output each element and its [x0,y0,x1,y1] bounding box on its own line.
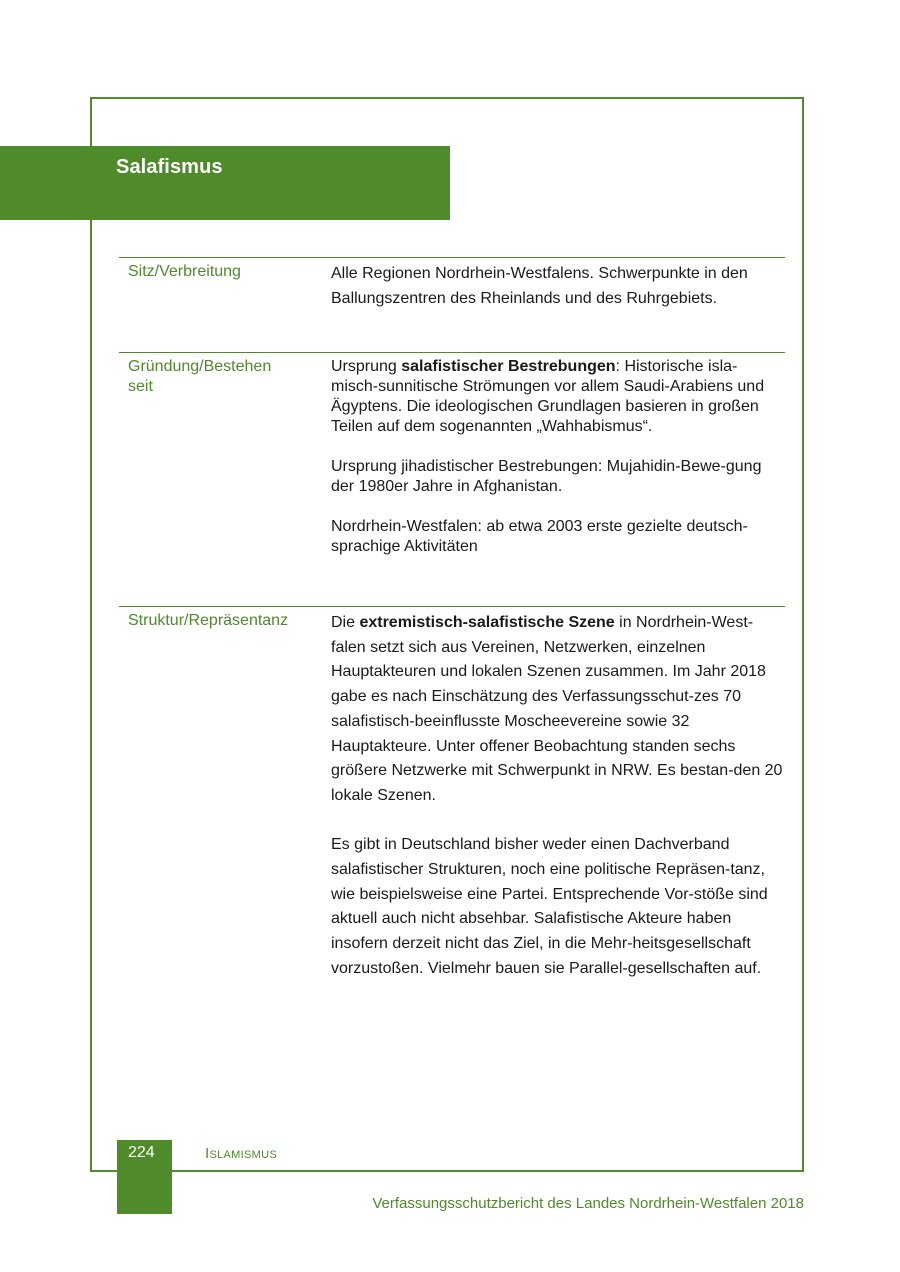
row-label: Gründung/Bestehen seit [128,358,272,395]
row-label: Sitz/Verbreitung [128,263,241,280]
page-title: Salafismus [116,156,223,178]
title-banner [0,146,450,220]
text-run: : Historische isla-misch-sunnitische Strömungen vor allem Saudi-Arabiens und Ägyptens. Die ideologischen Grundlagen basieren in großen Teilen auf dem sogenannten „Wahhabismus“. [331,358,765,435]
paragraph: Alle Regionen Nordrhein-Westfalens. Schwerpunkte in den Ballungszentren des Rheinlands und des Ruhrgebiets. [331,265,748,307]
section-label: Islamismus [205,1145,277,1162]
row-content [331,611,783,982]
page-number: 224 [128,1144,155,1161]
text-run: Die [331,614,360,631]
text-run: Ursprung [331,358,402,375]
row-content [331,262,783,311]
text-run: in Nordrhein-West-falen setzt sich aus Vereinen, Netzwerken, einzelnen Hauptakteuren und lokalen Szenen zusammen. Im Jahr 2018 gabe es nach Einschätzung des Verfassungsschut-zes 70 salafistisch-beeinflusste Moscheevereine sowie 32 Hauptakteure. Unter offener Beobachtung standen sechs größere Netzwerke mit Schwerpunkt in NRW. Es bestan-den 20 lokale Szenen. [331,614,783,804]
paragraph: Nordrhein-Westfalen: ab etwa 2003 erste gezielte deutsch-sprachige Aktivitäten [331,518,748,555]
paragraph: Ursprung jihadistischer Bestrebungen: Mujahidin-Bewe-gung der 1980er Jahre in Afghanistan. [331,458,762,495]
bold-text: salafistischer Bestrebungen [401,358,616,375]
table-row [119,257,785,352]
paragraph: Es gibt in Deutschland bisher weder einen Dachverband salafistischer Strukturen, noch eine politische Repräsen-tanz, wie beispielsweise eine Partei. Entsprechende Vor-stöße sind aktuell auch nicht absehbar. Salafistische Akteure haben insofern derzeit nicht das Ziel, in die Mehr-heitsgesellschaft vorzustoßen. Vielmehr bauen sie Parallel-gesellschaften auf. [331,836,768,977]
paragraph [331,611,783,809]
row-label: Struktur/Repräsentanz [128,612,289,629]
row-content [331,357,783,557]
table-row [119,352,785,606]
paragraph [331,357,783,437]
publication-title: Verfassungsschutzbericht des Landes Nordrhein-Westfalen 2018 [372,1195,804,1212]
table-row [119,606,785,1027]
bold-text: extremistisch-salafistische Szene [359,614,615,631]
